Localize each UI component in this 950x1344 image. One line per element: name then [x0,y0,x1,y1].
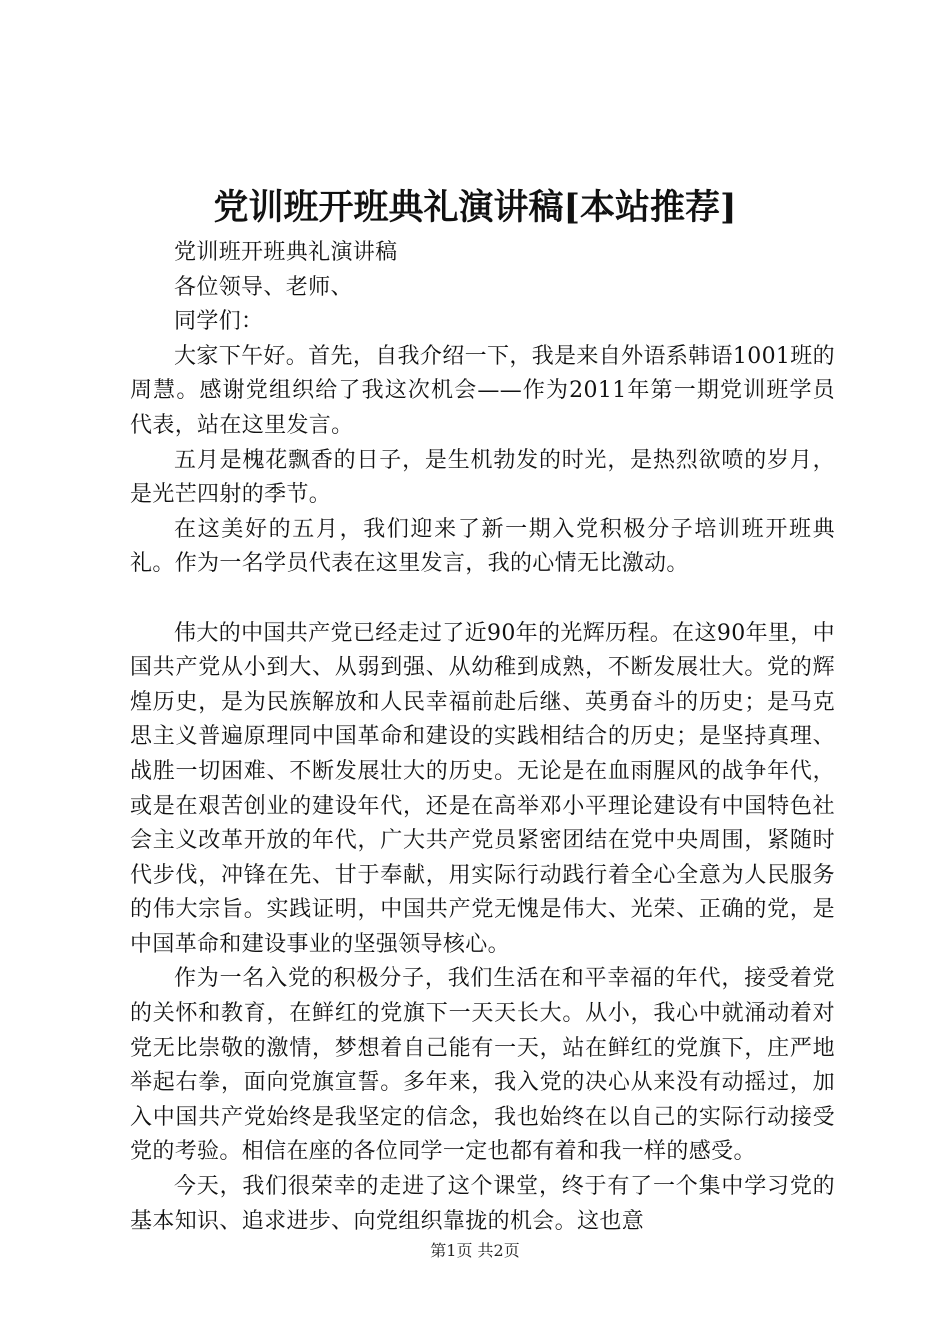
document-body [130,236,835,1239]
paragraph-salutation-2: 同学们： [174,309,264,335]
page-footer: 第1页 共2页 [430,1241,520,1260]
paragraph: 五月是槐花飘香的日子，是生机勃发的时光，是热烈欲喷的岁月，是光芒四射的季节。 [130,447,835,508]
document-title: 党训班开班典礼演讲稿[本站推荐] [213,187,737,228]
paragraph-salutation-1: 各位领导、老师、 [174,274,353,300]
paragraph: 大家下午好。首先，自我介绍一下，我是来自外语系韩语1001班的周慧。感谢党组织给了我这次机会——作为2011年第一期党训班学员代表，站在这里发言。 [130,343,835,438]
paragraph-heading: 党训班开班典礼演讲稿 [174,240,398,265]
paragraph-spacer [130,582,835,617]
paragraph: 作为一名入党的积极分子，我们生活在和平幸福的年代，接受着党的关怀和教育，在鲜红的党旗下一天天长大。从小，我心中就涌动着对党无比崇敬的激情，梦想着自己能有一天，站在鲜红的党旗下，庄严地举起右拳，面向党旗宣誓。多年来，我入党的决心从来没有动摇过，加入中国共产党始终是我坚定的信念，我也始终在以自己的实际行动接受党的考验。相信在座的各位同学一定也都有着和我一样的感受。 [130,966,835,1165]
paragraph: 在这美好的五月，我们迎来了新一期入党积极分子培训班开班典礼。作为一名学员代表在这里发言，我的心情无比激动。 [130,516,835,577]
paragraph: 伟大的中国共产党已经走过了近90年的光辉历程。在这90年里，中国共产党从小到大、从弱到强、从幼稚到成熟，不断发展壮大。党的辉煌历史，是为民族解放和人民幸福前赴后继、英勇奋斗的历史；是马克思主义普遍原理同中国革命和建设的实践相结合的历史；是坚持真理、战胜一切困难、不断发展壮大的历史。无论是在血雨腥风的战争年代，或是在艰苦创业的建设年代，还是在高举邓小平理论建设有中国特色社会主义改革开放的年代，广大共产党员紧密团结在党中央周围，紧随时代步伐，冲锋在先、甘于奉献，用实际行动践行着全心全意为人民服务的伟大宗旨。实践证明，中国共产党无愧是伟大、光荣、正确的党，是中国革命和建设事业的坚强领导核心。 [130,620,835,957]
paragraph: 今天，我们很荣幸的走进了这个课堂，终于有了一个集中学习党的基本知识、追求进步、向党组织靠拢的机会。这也意 [130,1174,835,1234]
